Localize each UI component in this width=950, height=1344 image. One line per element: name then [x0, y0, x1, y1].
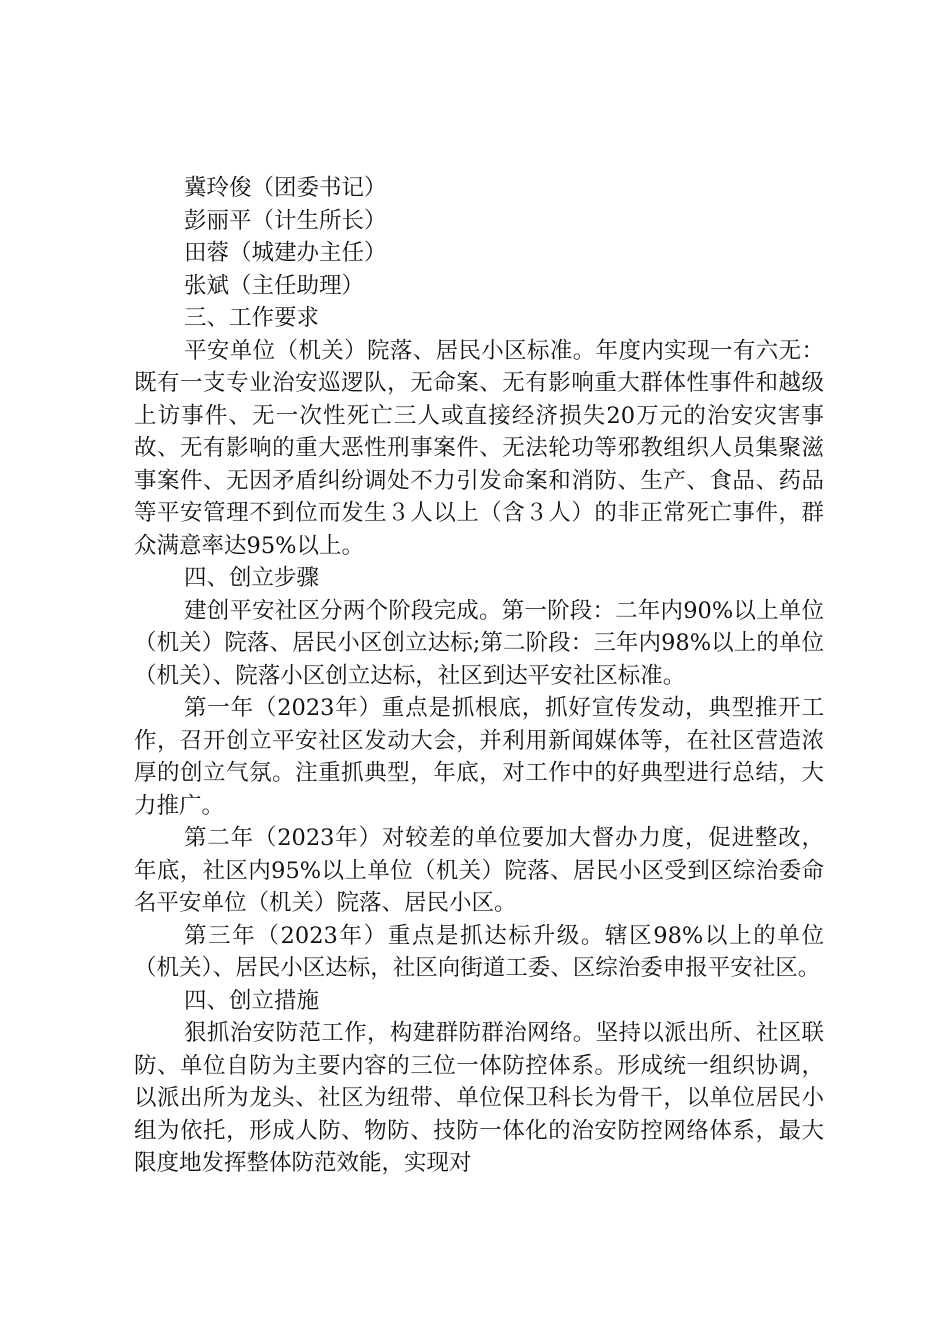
- member-line: 冀玲俊（团委书记）: [184, 175, 387, 201]
- document-body: [134, 172, 824, 1180]
- member-line: 彭丽平（计生所长）: [184, 207, 387, 234]
- section-heading-measures: 四、创立措施: [184, 987, 320, 1014]
- member-line: 张斌（主任助理）: [184, 272, 365, 299]
- section-heading-steps: 四、创立步骤: [184, 565, 320, 591]
- paragraph-standards: 平安单位（机关）院落、居民小区标准。年度内实现一有六无：既有一支专业治安巡逻队，无命案、无有影响重大群体性事件和越级上访事件、无一次性死亡三人或直接经济损失20万元的治安灾害事故、无有影响的重大恶性刑事案件、无法轮功等邪教组织人员集聚滋事案件、无因矛盾纠纷调处不力引发命案和消防、生产、食品、药品等平安管理不到位而发生３人以上（含３人）的非正常死亡事件，群众满意率达95%以上。: [134, 337, 824, 559]
- paragraph-stages: 建创平安社区分两个阶段完成。第一阶段：二年内90%以上单位（机关）院落、居民小区创立达标;第二阶段：三年内98%以上的单位（机关）、院落小区创立达标，社区到达平安社区标准。: [134, 597, 824, 689]
- paragraph-measures: 狠抓治安防范工作，构建群防群治网络。坚持以派出所、社区联防、单位自防为主要内容的三位一体防控体系。形成统一组织协调，以派出所为龙头、社区为纽带、单位保卫科长为骨干，以单位居民小组为依托，形成人防、物防、技防一体化的治安防控网络体系，最大限度地发挥整体防范效能，实现对: [134, 1020, 824, 1176]
- member-line: 田蓉（城建办主任）: [184, 240, 387, 266]
- paragraph-second-year: 第二年（2023年）对较差的单位要加大督办力度，促进整改，年底，社区内95%以上单位（机关）院落、居民小区受到区综治委命名平安单位（机关）院落、居民小区。: [134, 825, 824, 916]
- section-heading-work-requirements: 三、工作要求: [184, 305, 320, 331]
- paragraph-third-year: 第三年（2023年）重点是抓达标升级。辖区98%以上的单位（机关）、居民小区达标，社区向街道工委、区综治委申报平安社区。: [134, 922, 824, 981]
- paragraph-first-year: 第一年（2023年）重点是抓根底，抓好宣传发动，典型推开工作，召开创立平安社区发动大会，并利用新闻媒体等，在社区营造浓厚的创立气氛。注重抓典型，年底，对工作中的好典型进行总结，大力推广。: [134, 695, 824, 819]
